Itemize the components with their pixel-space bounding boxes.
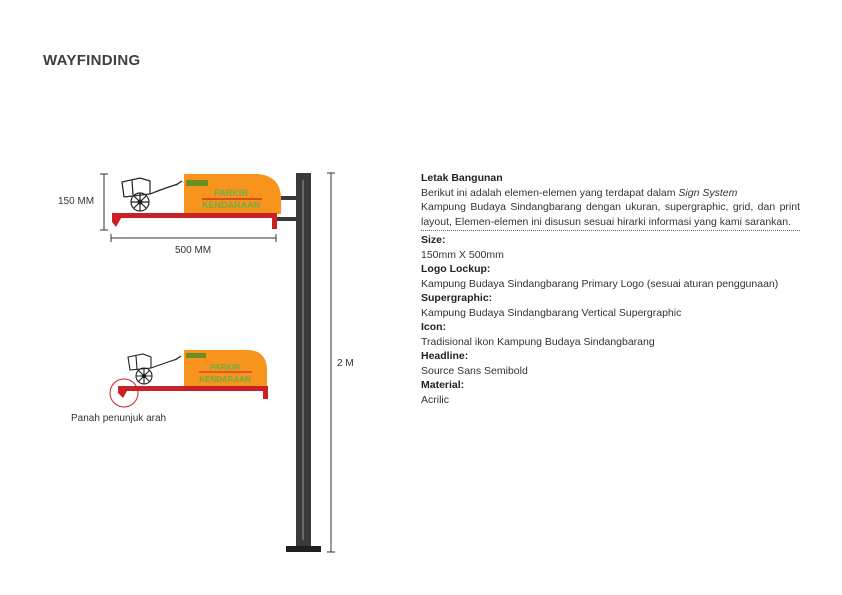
spec-icon-value: Tradisional ikon Kampung Budaya Sindangbarang [421, 335, 655, 348]
dimension-pole [327, 173, 335, 552]
spec-intro-prefix: Berikut ini adalah elemen-elemen yang terdapat dalam [421, 186, 679, 199]
spec-headline-value: Source Sans Semibold [421, 364, 528, 377]
arrow-note-label: Panah penunjuk arah [71, 413, 167, 424]
top-sign-line1: PARKIR [214, 188, 248, 198]
spec-size-value: 150mm X 500mm [421, 248, 504, 261]
dimension-height-label: 150 MM [58, 196, 95, 207]
bottom-sign-red-leg-right [263, 386, 268, 399]
dimension-width [111, 234, 276, 242]
spec-divider [421, 230, 800, 231]
bottom-sign-line1: PARKIR [209, 363, 241, 372]
top-sign-line2: KENDARAAN [202, 200, 260, 210]
pole-base [286, 546, 321, 552]
spec-supergraphic-label: Supergraphic: [421, 292, 493, 304]
bottom-sign [110, 350, 268, 407]
cart-icon [122, 178, 182, 211]
top-sign [112, 174, 281, 229]
top-sign-red-arrow [112, 213, 124, 227]
spec-panel [421, 171, 800, 407]
bottom-sign-red-arrow [118, 386, 130, 398]
spec-logo-label: Logo Lockup: [421, 263, 491, 275]
bottom-sign-line2: KENDARAAN [199, 375, 251, 384]
dimension-pole-label: 2 M [337, 358, 354, 369]
spec-size-label: Size: [421, 234, 446, 246]
spec-logo-value: Kampung Budaya Sindangbarang Primary Logo (sesuai aturan penggunaan) [421, 277, 779, 290]
spec-intro-italic: Sign System [678, 186, 738, 199]
spec-material-label: Material: [421, 379, 465, 391]
top-sign-red-bar [112, 213, 277, 218]
dimension-height [100, 174, 108, 230]
page-title: WAYFINDING [43, 52, 141, 69]
dimension-width-label: 500 MM [175, 245, 212, 256]
bottom-sign-red-bar [118, 386, 268, 391]
spec-material-value: Acrilic [421, 393, 449, 406]
spec-icon-label: Icon: [421, 321, 447, 333]
top-sign-red-leg-right [272, 213, 277, 229]
cart-icon-small [128, 354, 181, 384]
spec-supergraphic-value: Kampung Budaya Sindangbarang Vertical Supergraphic [421, 306, 682, 319]
spec-intro-rest: Kampung Budaya Sindangbarang dengan ukuran, supergraphic, grid, dan print layout, Elemen-elemen ini disusun sesuai hirarki informasi yang kami sarankan. [421, 201, 800, 228]
spec-heading: Letak Bangunan [421, 172, 503, 184]
bracket-lower [276, 217, 296, 221]
spec-intro [421, 186, 800, 230]
top-sign-logo [186, 180, 208, 186]
spec-headline-label: Headline: [421, 350, 469, 362]
bottom-sign-logo [186, 353, 206, 358]
